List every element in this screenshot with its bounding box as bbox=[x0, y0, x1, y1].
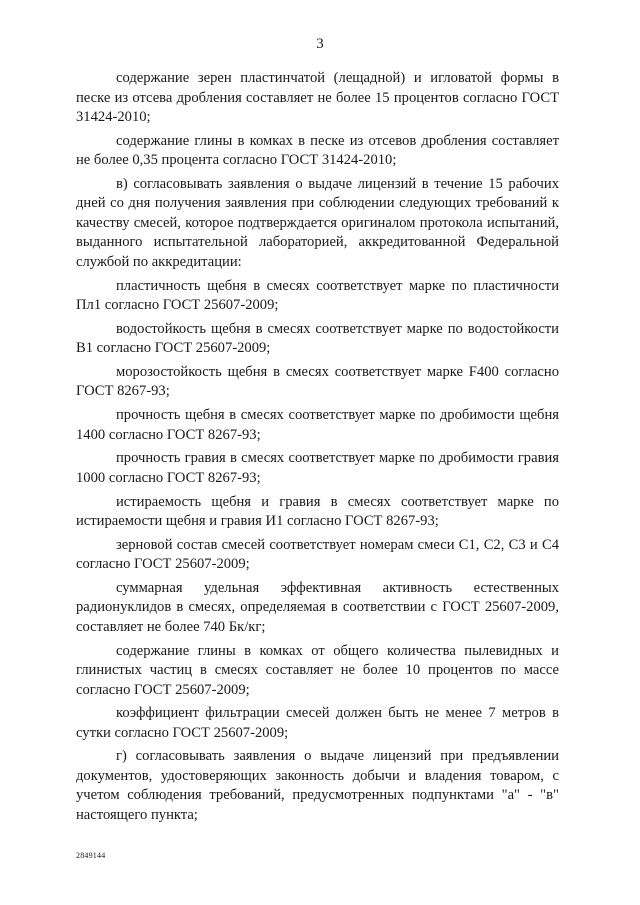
paragraph-radioactivity: суммарная удельная эффективная активность естественных радионуклидов в смесях, определяемая в соответствии с ГОСТ 25607-2009, составляет не более 740 Бк/кг; bbox=[76, 579, 559, 635]
page-number: 3 bbox=[316, 36, 324, 52]
paragraph-clay-lumps: содержание глины в комках от общего количества пылевидных и глинистых частиц в смесях составляет не более 10 процентов по массе согласно ГОСТ 25607-2009; bbox=[76, 642, 559, 698]
paragraph-abrasion: истираемость щебня и гравия в смесях соответствует марке по истираемости щебня и гравия И1 согласно ГОСТ 8267-93; bbox=[76, 493, 559, 529]
paragraph-frost-resistance: морозостойкость щебня в смесях соответствует марке F400 согласно ГОСТ 8267-93; bbox=[76, 363, 559, 400]
document-code: 2849144 bbox=[76, 851, 106, 860]
paragraph-water-resistance: водостойкость щебня в смесях соответствует марке по водостойкости В1 согласно ГОСТ 25607-2009; bbox=[76, 320, 559, 357]
document-body bbox=[76, 69, 559, 830]
paragraph-lamellar-grains: содержание зерен пластинчатой (лещадной) и игловатой формы в песке из отсева дробления составляет не более 15 процентов согласно ГОСТ 31424-2010; bbox=[76, 70, 559, 125]
paragraph-grain-composition: зерновой состав смесей соответствует номерам смеси С1, С2, С3 и С4 согласно ГОСТ 25607-2009; bbox=[76, 536, 559, 573]
paragraph-item-g: г) согласовывать заявления о выдаче лицензий при предъявлении документов, удостоверяющих законность добычи и владения товаром, с учетом соблюдения требований, предусмотренных подпунктами "а" - "в" настоящего пункта; bbox=[76, 748, 559, 823]
paragraph-gravel-strength: прочность гравия в смесях соответствует марке по дробимости гравия 1000 согласно ГОСТ 8267-93; bbox=[76, 450, 559, 486]
paragraph-filtration: коэффициент фильтрации смесей должен быть не менее 7 метров в сутки согласно ГОСТ 25607-2009; bbox=[76, 705, 559, 741]
paragraph-clay-in-sand: содержание глины в комках в песке из отсевов дробления составляет не более 0,35 процента согласно ГОСТ 31424-2010; bbox=[76, 132, 559, 169]
paragraph-crushed-stone-strength: прочность щебня в смесях соответствует марке по дробимости щебня 1400 согласно ГОСТ 8267-93; bbox=[76, 407, 559, 443]
paragraph-plasticity: пластичность щебня в смесях соответствует марке по пластичности Пл1 согласно ГОСТ 25607-2009; bbox=[76, 277, 559, 314]
paragraph-item-v: в) согласовывать заявления о выдаче лицензий в течение 15 рабочих дней со дня получения заявления при соблюдении следующих требований к качеству смесей, которое подтверждается оригиналом протокола испытаний, выданного испытательной лабораторией, аккредитованной Федеральной службой по аккредитации: bbox=[76, 175, 559, 270]
